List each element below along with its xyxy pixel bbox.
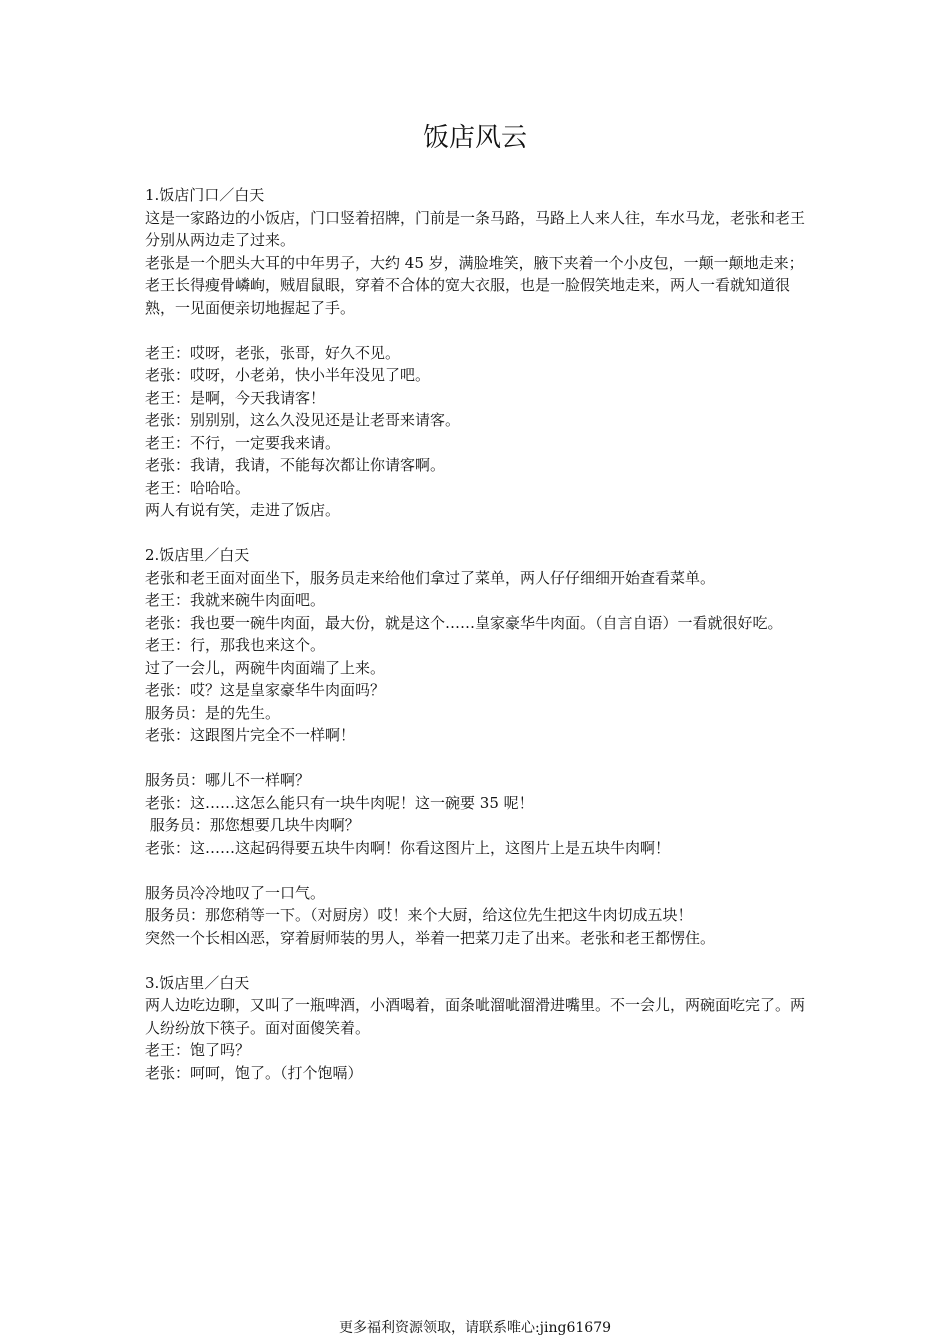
dialogue-line: 老张：别别别，这么久没见还是让老哥来请客。 — [145, 411, 461, 429]
scene-2-heading: 2.饭店里／白天 — [145, 546, 250, 564]
action-line: 过了一会儿，两碗牛肉面端了上来。 — [145, 658, 386, 677]
dialogue-line: 老张：哎？这是皇家豪华牛肉面吗？ — [145, 681, 386, 699]
blank-line — [145, 522, 810, 545]
dialogue-line: 服务员：是的先生。 — [145, 703, 281, 722]
document-body — [145, 184, 810, 1084]
action-line: 服务员冷冷地叹了一口气。 — [145, 883, 326, 902]
dialogue-line: 老王：不行，一定要我来请。 — [145, 433, 341, 452]
action-line: 突然一个长相凶恶，穿着厨师装的男人，举着一把菜刀走了出来。老张和老王都愣住。 — [145, 928, 716, 947]
blank-line — [145, 949, 810, 972]
dialogue-line: 老王：是啊，今天我请客！ — [145, 388, 326, 407]
dialogue-line: 老张：这……这怎么能只有一块牛肉呢！这一碗要 35 呢！ — [145, 793, 534, 812]
blank-line — [145, 747, 810, 770]
blank-line — [145, 859, 810, 882]
action-line: 两人有说有笑，走进了饭店。 — [145, 501, 341, 519]
dialogue-line: 老张：这跟图片完全不一样啊！ — [145, 726, 356, 744]
scene-3-heading: 3.饭店里／白天 — [145, 973, 250, 992]
scene-1-paragraph: 老张是一个肥头大耳的中年男子，大约 45 岁，满脸堆笑，腋下夹着一个小皮包，一颠一颠地走来；老王长得瘦骨嶙峋，贼眉鼠眼，穿着不合体的宽大衣服，也是一脸假笑地走来，两人一看就知道很熟，一见面便亲切地握起了手。 — [145, 253, 804, 317]
dialogue-line: 老王：哈哈哈。 — [145, 478, 251, 497]
dialogue-line: 服务员：那您稍等一下。（对厨房）哎！来个大厨，给这位先生把这牛肉切成五块！ — [145, 906, 693, 924]
dialogue-line: 服务员：哪儿不一样啊？ — [145, 771, 311, 789]
dialogue-line: 老张：这……这起码得要五块牛肉啊！你看这图片上，这图片上是五块牛肉啊！ — [145, 838, 671, 857]
action-line: 老张和老王面对面坐下，服务员走来给他们拿过了菜单，两人仔仔细细开始查看菜单。 — [145, 568, 716, 587]
dialogue-line: 老张：我请，我请，不能每次都让你请客啊。 — [145, 456, 446, 474]
blank-line — [145, 319, 810, 342]
dialogue-line: 老张：我也要一碗牛肉面，最大份，就是这个……皇家豪华牛肉面。（自言自语）一看就很好吃。 — [145, 613, 783, 632]
scene-1-heading: 1.饭店门口／白天 — [145, 186, 265, 204]
dialogue-line: 老王：饱了吗？ — [145, 1041, 251, 1059]
page-footer: 更多福利资源领取，请联系唯心:jing61679 — [338, 1320, 612, 1336]
dialogue-line: 老王：我就来碗牛肉面吧。 — [145, 591, 326, 609]
dialogue-line: 老张：哎呀，小老弟，快小半年没见了吧。 — [145, 366, 431, 384]
scene-1-paragraph: 这是一家路边的小饭店，门口竖着招牌，门前是一条马路，马路上人来人往，车水马龙，老张和老王分别从两边走了过来。 — [145, 208, 806, 249]
dialogue-line: 服务员：那您想要几块牛肉啊？ — [145, 816, 360, 834]
dialogue-line: 老张：呵呵，饱了。（打个饱嗝） — [145, 1063, 363, 1082]
dialogue-line: 老王：哎呀，老张，张哥，好久不见。 — [145, 343, 401, 362]
document-title: 饭店风云 — [422, 123, 527, 153]
action-line: 两人边吃边聊，又叫了一瓶啤酒，小酒喝着，面条呲溜呲溜滑进嘴里。不一会儿，两碗面吃完了。两人纷纷放下筷子。面对面傻笑着。 — [145, 996, 806, 1037]
dialogue-line: 老王：行，那我也来这个。 — [145, 636, 326, 654]
